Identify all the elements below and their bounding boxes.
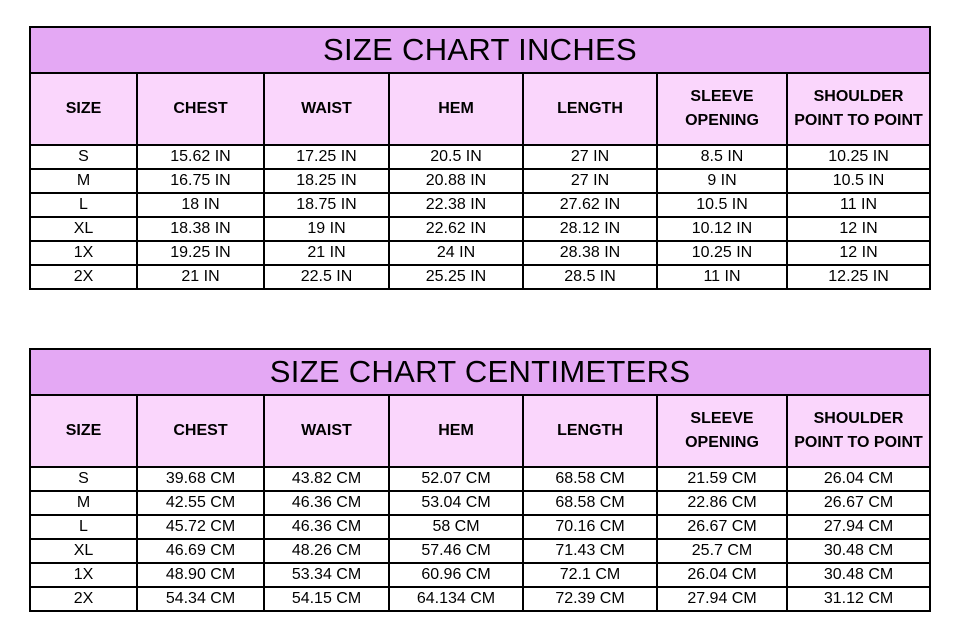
table-row: [30, 217, 930, 241]
column-header: WAIST: [264, 73, 389, 145]
measurement-cell: 22.86 CM: [657, 491, 787, 515]
measurement-cell: 53.34 CM: [264, 563, 389, 587]
size-cell: XL: [30, 217, 137, 241]
size-cell: XL: [30, 539, 137, 563]
table-row: [30, 145, 930, 169]
measurement-cell: 71.43 CM: [523, 539, 657, 563]
measurement-cell: 10.25 IN: [787, 145, 930, 169]
measurement-cell: 48.90 CM: [137, 563, 264, 587]
header-row: [30, 73, 930, 145]
measurement-cell: 10.25 IN: [657, 241, 787, 265]
measurement-cell: 28.12 IN: [523, 217, 657, 241]
measurement-cell: 30.48 CM: [787, 539, 930, 563]
measurement-cell: 11 IN: [657, 265, 787, 289]
measurement-cell: 46.69 CM: [137, 539, 264, 563]
measurement-cell: 21 IN: [264, 241, 389, 265]
table-row: [30, 491, 930, 515]
measurement-cell: 15.62 IN: [137, 145, 264, 169]
measurement-cell: 54.15 CM: [264, 587, 389, 611]
measurement-cell: 27 IN: [523, 145, 657, 169]
column-header: SLEEVE OPENING: [657, 73, 787, 145]
size-cell: 2X: [30, 587, 137, 611]
column-header: CHEST: [137, 73, 264, 145]
measurement-cell: 25.7 CM: [657, 539, 787, 563]
measurement-cell: 68.58 CM: [523, 467, 657, 491]
measurement-cell: 53.04 CM: [389, 491, 523, 515]
measurement-cell: 19.25 IN: [137, 241, 264, 265]
measurement-cell: 28.38 IN: [523, 241, 657, 265]
size-cell: M: [30, 491, 137, 515]
measurement-cell: 68.58 CM: [523, 491, 657, 515]
measurement-cell: 12 IN: [787, 217, 930, 241]
measurement-cell: 12.25 IN: [787, 265, 930, 289]
measurement-cell: 18 IN: [137, 193, 264, 217]
measurement-cell: 39.68 CM: [137, 467, 264, 491]
title-row: [30, 27, 930, 73]
measurement-cell: 20.5 IN: [389, 145, 523, 169]
table-title: SIZE CHART CENTIMETERS: [30, 349, 930, 395]
size-cell: 1X: [30, 241, 137, 265]
table-title: SIZE CHART INCHES: [30, 27, 930, 73]
column-header: SIZE: [30, 395, 137, 467]
measurement-cell: 57.46 CM: [389, 539, 523, 563]
measurement-cell: 72.39 CM: [523, 587, 657, 611]
measurement-cell: 45.72 CM: [137, 515, 264, 539]
measurement-cell: 27.94 CM: [787, 515, 930, 539]
size-cell: M: [30, 169, 137, 193]
size-chart-centimeters-table: [29, 348, 931, 612]
table-row: [30, 539, 930, 563]
size-cell: S: [30, 467, 137, 491]
measurement-cell: 28.5 IN: [523, 265, 657, 289]
measurement-cell: 27 IN: [523, 169, 657, 193]
measurement-cell: 48.26 CM: [264, 539, 389, 563]
measurement-cell: 16.75 IN: [137, 169, 264, 193]
column-header: LENGTH: [523, 73, 657, 145]
table-row: [30, 241, 930, 265]
measurement-cell: 20.88 IN: [389, 169, 523, 193]
measurement-cell: 42.55 CM: [137, 491, 264, 515]
measurement-cell: 22.62 IN: [389, 217, 523, 241]
measurement-cell: 30.48 CM: [787, 563, 930, 587]
measurement-cell: 12 IN: [787, 241, 930, 265]
table-row: [30, 265, 930, 289]
table-row: [30, 515, 930, 539]
measurement-cell: 26.67 CM: [787, 491, 930, 515]
measurement-cell: 22.38 IN: [389, 193, 523, 217]
measurement-cell: 18.38 IN: [137, 217, 264, 241]
title-row: [30, 349, 930, 395]
column-header: SHOULDER POINT TO POINT: [787, 73, 930, 145]
column-header: SHOULDER POINT TO POINT: [787, 395, 930, 467]
measurement-cell: 70.16 CM: [523, 515, 657, 539]
measurement-cell: 60.96 CM: [389, 563, 523, 587]
measurement-cell: 46.36 CM: [264, 515, 389, 539]
measurement-cell: 10.5 IN: [787, 169, 930, 193]
measurement-cell: 25.25 IN: [389, 265, 523, 289]
measurement-cell: 27.62 IN: [523, 193, 657, 217]
measurement-cell: 9 IN: [657, 169, 787, 193]
measurement-cell: 19 IN: [264, 217, 389, 241]
column-header: HEM: [389, 395, 523, 467]
table-row: [30, 563, 930, 587]
measurement-cell: 18.25 IN: [264, 169, 389, 193]
column-header: SIZE: [30, 73, 137, 145]
measurement-cell: 18.75 IN: [264, 193, 389, 217]
measurement-cell: 58 CM: [389, 515, 523, 539]
measurement-cell: 11 IN: [787, 193, 930, 217]
table-row: [30, 467, 930, 491]
table-row: [30, 193, 930, 217]
measurement-cell: 26.04 CM: [657, 563, 787, 587]
column-header: SLEEVE OPENING: [657, 395, 787, 467]
measurement-cell: 54.34 CM: [137, 587, 264, 611]
column-header: CHEST: [137, 395, 264, 467]
measurement-cell: 22.5 IN: [264, 265, 389, 289]
measurement-cell: 46.36 CM: [264, 491, 389, 515]
measurement-cell: 10.5 IN: [657, 193, 787, 217]
measurement-cell: 21.59 CM: [657, 467, 787, 491]
measurement-cell: 17.25 IN: [264, 145, 389, 169]
size-chart-inches-table: [29, 26, 931, 290]
size-cell: 1X: [30, 563, 137, 587]
table-row: [30, 587, 930, 611]
measurement-cell: 52.07 CM: [389, 467, 523, 491]
measurement-cell: 72.1 CM: [523, 563, 657, 587]
measurement-cell: 26.67 CM: [657, 515, 787, 539]
size-cell: L: [30, 515, 137, 539]
column-header: HEM: [389, 73, 523, 145]
column-header: LENGTH: [523, 395, 657, 467]
measurement-cell: 64.134 CM: [389, 587, 523, 611]
size-cell: L: [30, 193, 137, 217]
table-row: [30, 169, 930, 193]
size-cell: 2X: [30, 265, 137, 289]
column-header: WAIST: [264, 395, 389, 467]
measurement-cell: 31.12 CM: [787, 587, 930, 611]
header-row: [30, 395, 930, 467]
measurement-cell: 21 IN: [137, 265, 264, 289]
size-cell: S: [30, 145, 137, 169]
measurement-cell: 26.04 CM: [787, 467, 930, 491]
measurement-cell: 27.94 CM: [657, 587, 787, 611]
measurement-cell: 43.82 CM: [264, 467, 389, 491]
measurement-cell: 10.12 IN: [657, 217, 787, 241]
measurement-cell: 8.5 IN: [657, 145, 787, 169]
measurement-cell: 24 IN: [389, 241, 523, 265]
